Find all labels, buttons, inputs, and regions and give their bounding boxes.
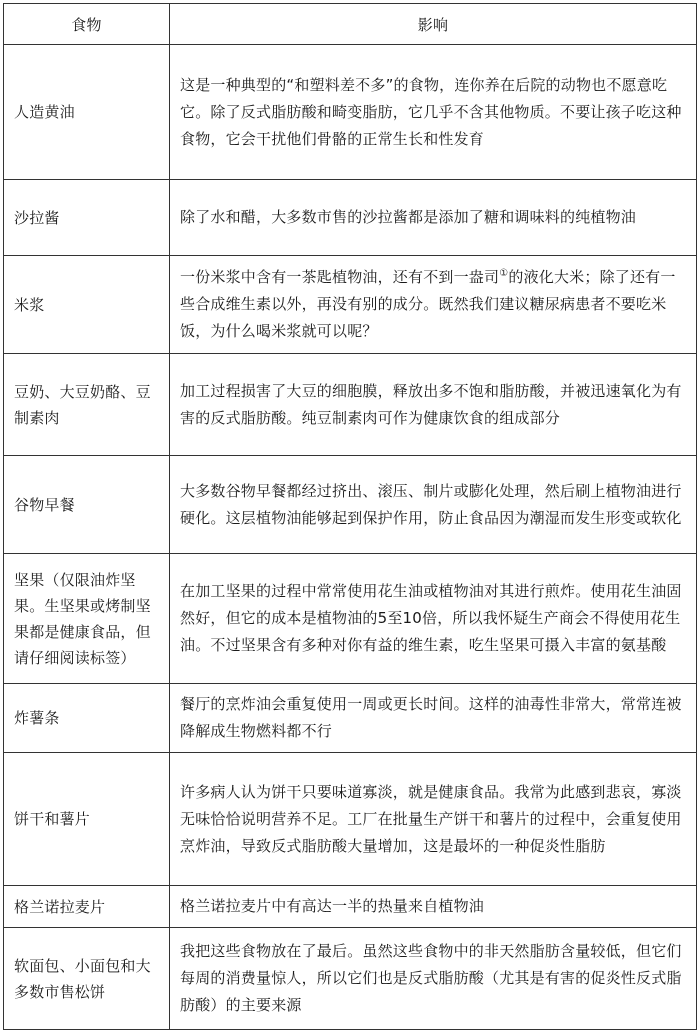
effect-cell: 我把这些食物放在了最后。虽然这些食物中的非天然脂肪含量较低，但它们每周的消费量惊人，所以它们也是反式脂肪酸（尤其是有害的促炎性反式脂肪酸）的主要来源 — [170, 928, 697, 1030]
table-row — [4, 256, 697, 354]
column-header-effect: 影响 — [170, 4, 697, 45]
food-name-cell: 沙拉酱 — [4, 180, 170, 256]
food-name-cell: 饼干和薯片 — [4, 753, 170, 886]
effect-cell: 这是一种典型的“和塑料差不多”的食物，连你养在后院的动物也不愿意吃它。除了反式脂肪酸和畸变脂肪，它几乎不含其他物质。不要让孩子吃这种食物，它会干扰他们骨骼的正常生长和性发育 — [170, 45, 697, 180]
food-name-cell: 炸薯条 — [4, 684, 170, 753]
table-header-row — [4, 4, 697, 45]
table-row — [4, 456, 697, 554]
food-name-cell: 软面包、小面包和大多数市售松饼 — [4, 928, 170, 1030]
effect-cell: 格兰诺拉麦片中有高达一半的热量来自植物油 — [170, 886, 697, 928]
food-name-cell: 米浆 — [4, 256, 170, 354]
food-effects-table — [3, 3, 697, 1030]
effect-cell: 在加工坚果的过程中常常使用花生油或植物油对其进行煎炸。使用花生油固然好，但它的成本是植物油的5至10倍，所以我怀疑生产商会不得使用花生油。不过坚果含有多种对你有益的维生素，吃生坚果可摄入丰富的氨基酸 — [170, 554, 697, 684]
effect-cell: 除了水和醋，大多数市售的沙拉酱都是添加了糖和调味料的纯植物油 — [170, 180, 697, 256]
table-row — [4, 928, 697, 1030]
table-row — [4, 180, 697, 256]
effect-text-part: 一份米浆中含有一茶匙植物油，还有不到一盎司 — [180, 268, 500, 286]
food-name-cell: 人造黄油 — [4, 45, 170, 180]
table-row — [4, 886, 697, 928]
column-header-food: 食物 — [4, 4, 170, 45]
food-name-cell: 坚果（仅限油炸坚果。生坚果或烤制坚果都是健康食品，但请仔细阅读标签） — [4, 554, 170, 684]
table-row — [4, 684, 697, 753]
footnote-marker: ① — [499, 268, 509, 279]
table-row — [4, 554, 697, 684]
effect-cell: 许多病人认为饼干只要味道寡淡，就是健康食品。我常为此感到悲哀，寡淡无味恰恰说明营养不足。工厂在批量生产饼干和薯片的过程中，会重复使用烹炸油，导致反式脂肪酸大量增加，这是最坏的一种促炎性脂肪 — [170, 753, 697, 886]
table-row — [4, 45, 697, 180]
table-row — [4, 354, 697, 456]
effect-text-part: 的液化大米；除了还有一些合成维生素以外，再没有别的成分。既然我们建议糖尿病患者不要吃米饭，为什么喝米浆就可以呢？ — [180, 268, 676, 340]
food-name-cell: 格兰诺拉麦片 — [4, 886, 170, 928]
food-name-cell: 豆奶、大豆奶酪、豆制素肉 — [4, 354, 170, 456]
effect-cell — [170, 256, 697, 354]
effect-cell: 大多数谷物早餐都经过挤出、滚压、制片或膨化处理，然后刷上植物油进行硬化。这层植物油能够起到保护作用，防止食品因为潮湿而发生形变或软化 — [170, 456, 697, 554]
effect-cell: 餐厅的烹炸油会重复使用一周或更长时间。这样的油毒性非常大，常常连被降解成生物燃料都不行 — [170, 684, 697, 753]
table-row — [4, 753, 697, 886]
effect-cell: 加工过程损害了大豆的细胞膜，释放出多不饱和脂肪酸，并被迅速氧化为有害的反式脂肪酸。纯豆制素肉可作为健康饮食的组成部分 — [170, 354, 697, 456]
food-name-cell: 谷物早餐 — [4, 456, 170, 554]
